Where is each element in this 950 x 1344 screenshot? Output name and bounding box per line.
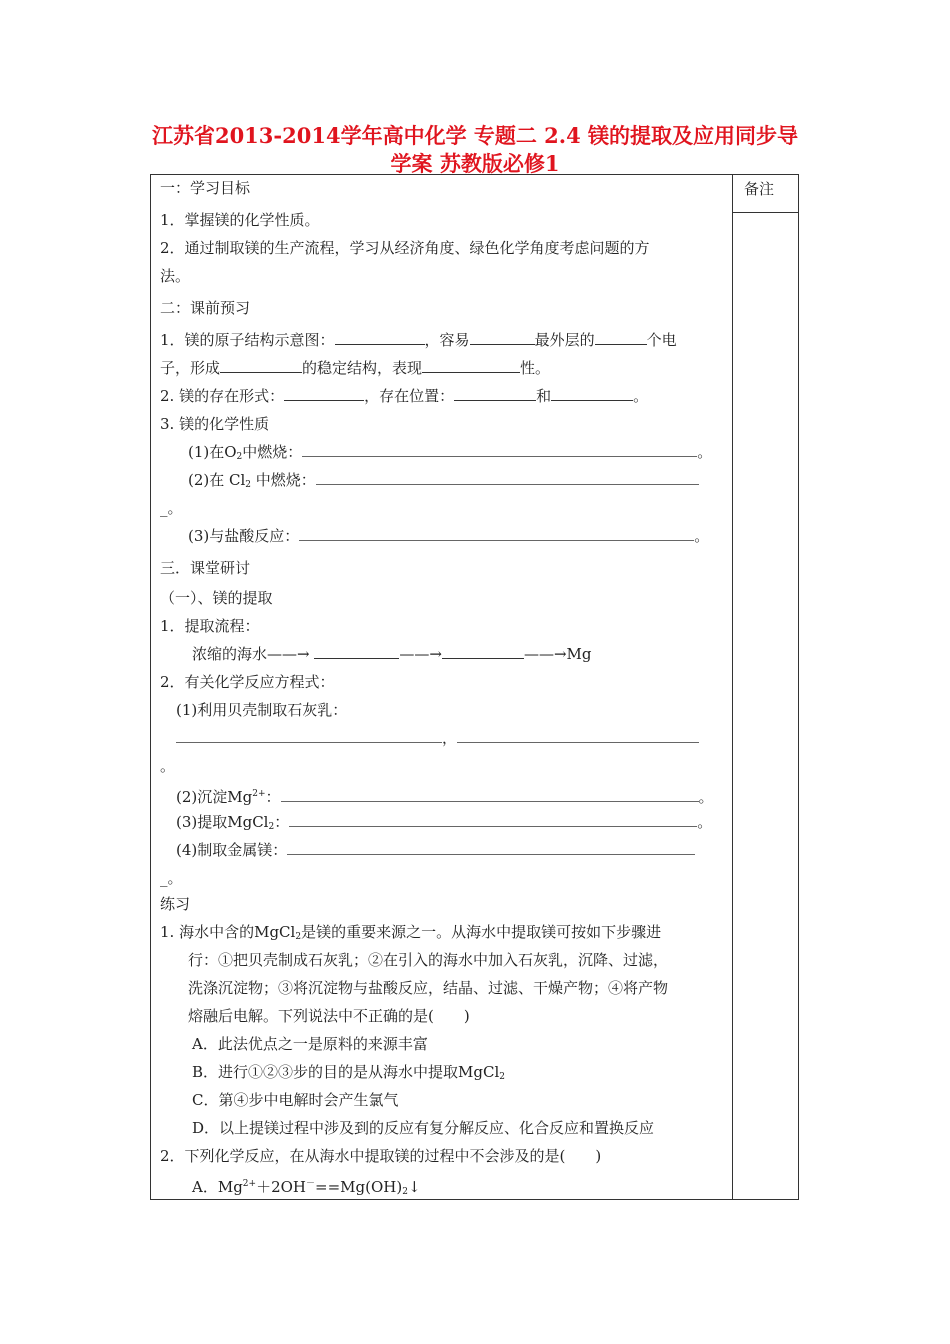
answer-line (281, 787, 699, 802)
property-3: (3)与盐酸反应： 。 (188, 527, 710, 545)
blank (284, 386, 364, 401)
option-b: B．进行①②③步的目的是从海水中提取MgCl$_2$ (192, 1063, 505, 1082)
blank (470, 330, 535, 345)
section-2-heading: 二：课前预习 (160, 299, 251, 317)
equation-1: (1)利用贝壳制取石灰乳： (176, 701, 348, 719)
answer-line (287, 840, 695, 855)
equation-2: (2)沉淀$Mg^{2+}$： 。 (176, 788, 714, 806)
goal-1: 1．掌握镁的化学性质。 (160, 211, 320, 229)
document-title (130, 122, 820, 178)
process-flow: 浓缩的海水——→ ——→ ——→Mg (192, 645, 592, 663)
question-2-option-a: A．$Mg^{2+}+2OH^-==Mg(OH)_2↓$ (192, 1178, 421, 1197)
note-column-header: 备注 (744, 180, 775, 198)
preview-q1-cont: 子，形成 的稳定结构，表现 性。 (160, 359, 551, 377)
arrow-icon: ——→ (399, 645, 442, 663)
equation-4: (4)制取金属镁： (176, 840, 695, 860)
section-1-heading: 一：学习目标 (160, 179, 251, 197)
property-1: (1)在$O_2$中燃烧： 。 (188, 443, 713, 462)
flow-label: 1．提取流程： (160, 617, 260, 635)
preview-q2: 2. 镁的存在形式： ，存在位置： 和 。 (160, 387, 649, 405)
practice-heading: 练习 (160, 895, 191, 913)
answer-line (457, 728, 699, 743)
question-1: 1. 海水中含的MgCl$_2$是镁的重要来源之一。从海水中提取镁可按如下步骤进 (160, 923, 662, 942)
property-2-end: _。 (160, 499, 183, 517)
section-3-heading: 三．课堂研讨 (160, 559, 251, 577)
answer-line (299, 526, 694, 541)
preview-q1: 1．镁的原子结构示意图： ，容易 最外层的 个电 (160, 331, 677, 349)
option-d: D．以上提镁过程中涉及到的反应有复分解反应、化合反应和置换反应 (192, 1119, 655, 1137)
question-1-line-4: 熔融后电解。下列说法中不正确的是( ) (188, 1007, 470, 1025)
equation-4-end: _。 (160, 869, 183, 887)
title-line-2: 学案 苏教版必修1 (390, 151, 560, 176)
subsection-heading: （一）、镁的提取 (160, 589, 273, 607)
blank (314, 644, 399, 659)
blank (595, 330, 647, 345)
option-a: A．此法优点之一是原料的来源丰富 (192, 1035, 428, 1053)
equation-1-answer: ， (176, 728, 699, 748)
blank (551, 386, 633, 401)
answer-line (176, 728, 442, 743)
question-2: 2．下列化学反应，在从海水中提取镁的过程中不会涉及的是( ) (160, 1147, 602, 1165)
equation-1-end: 。 (160, 757, 176, 775)
preview-q3: 3. 镁的化学性质 (160, 415, 270, 433)
blank (220, 358, 302, 373)
answer-line (316, 470, 699, 485)
goal-2-cont: 法。 (160, 267, 191, 285)
answer-line (289, 812, 697, 827)
answer-line (302, 442, 697, 457)
title-line-1: 江苏省2013-2014学年高中化学 专题二 2.4 镁的提取及应用同步导 (151, 123, 799, 148)
arrow-icon: ——→ (267, 645, 310, 663)
option-c: C．第④步中电解时会产生氯气 (192, 1091, 399, 1109)
blank (335, 330, 425, 345)
arrow-icon: ——→ (523, 645, 567, 663)
goal-2: 2．通过制取镁的生产流程，学习从经济角度、绿色化学角度考虑问题的方 (160, 239, 650, 257)
equation-3: (3)提取MgCl$_2$： 。 (176, 813, 713, 832)
question-1-line-2: 行：①把贝壳制成石灰乳；②在引入的海水中加入石灰乳，沉降、过滤， (188, 951, 669, 969)
equations-label: 2．有关化学反应方程式： (160, 673, 335, 691)
property-2: (2)在 $Cl_2$ 中燃烧： (188, 470, 699, 495)
question-1-line-3: 洗涤沉淀物；③将沉淀物与盐酸反应，结晶、过滤、干燥产物；④将产物 (188, 979, 669, 997)
blank (422, 358, 520, 373)
blank (442, 644, 524, 659)
note-header-rule (732, 212, 799, 213)
blank (454, 386, 536, 401)
column-divider (732, 174, 733, 1200)
